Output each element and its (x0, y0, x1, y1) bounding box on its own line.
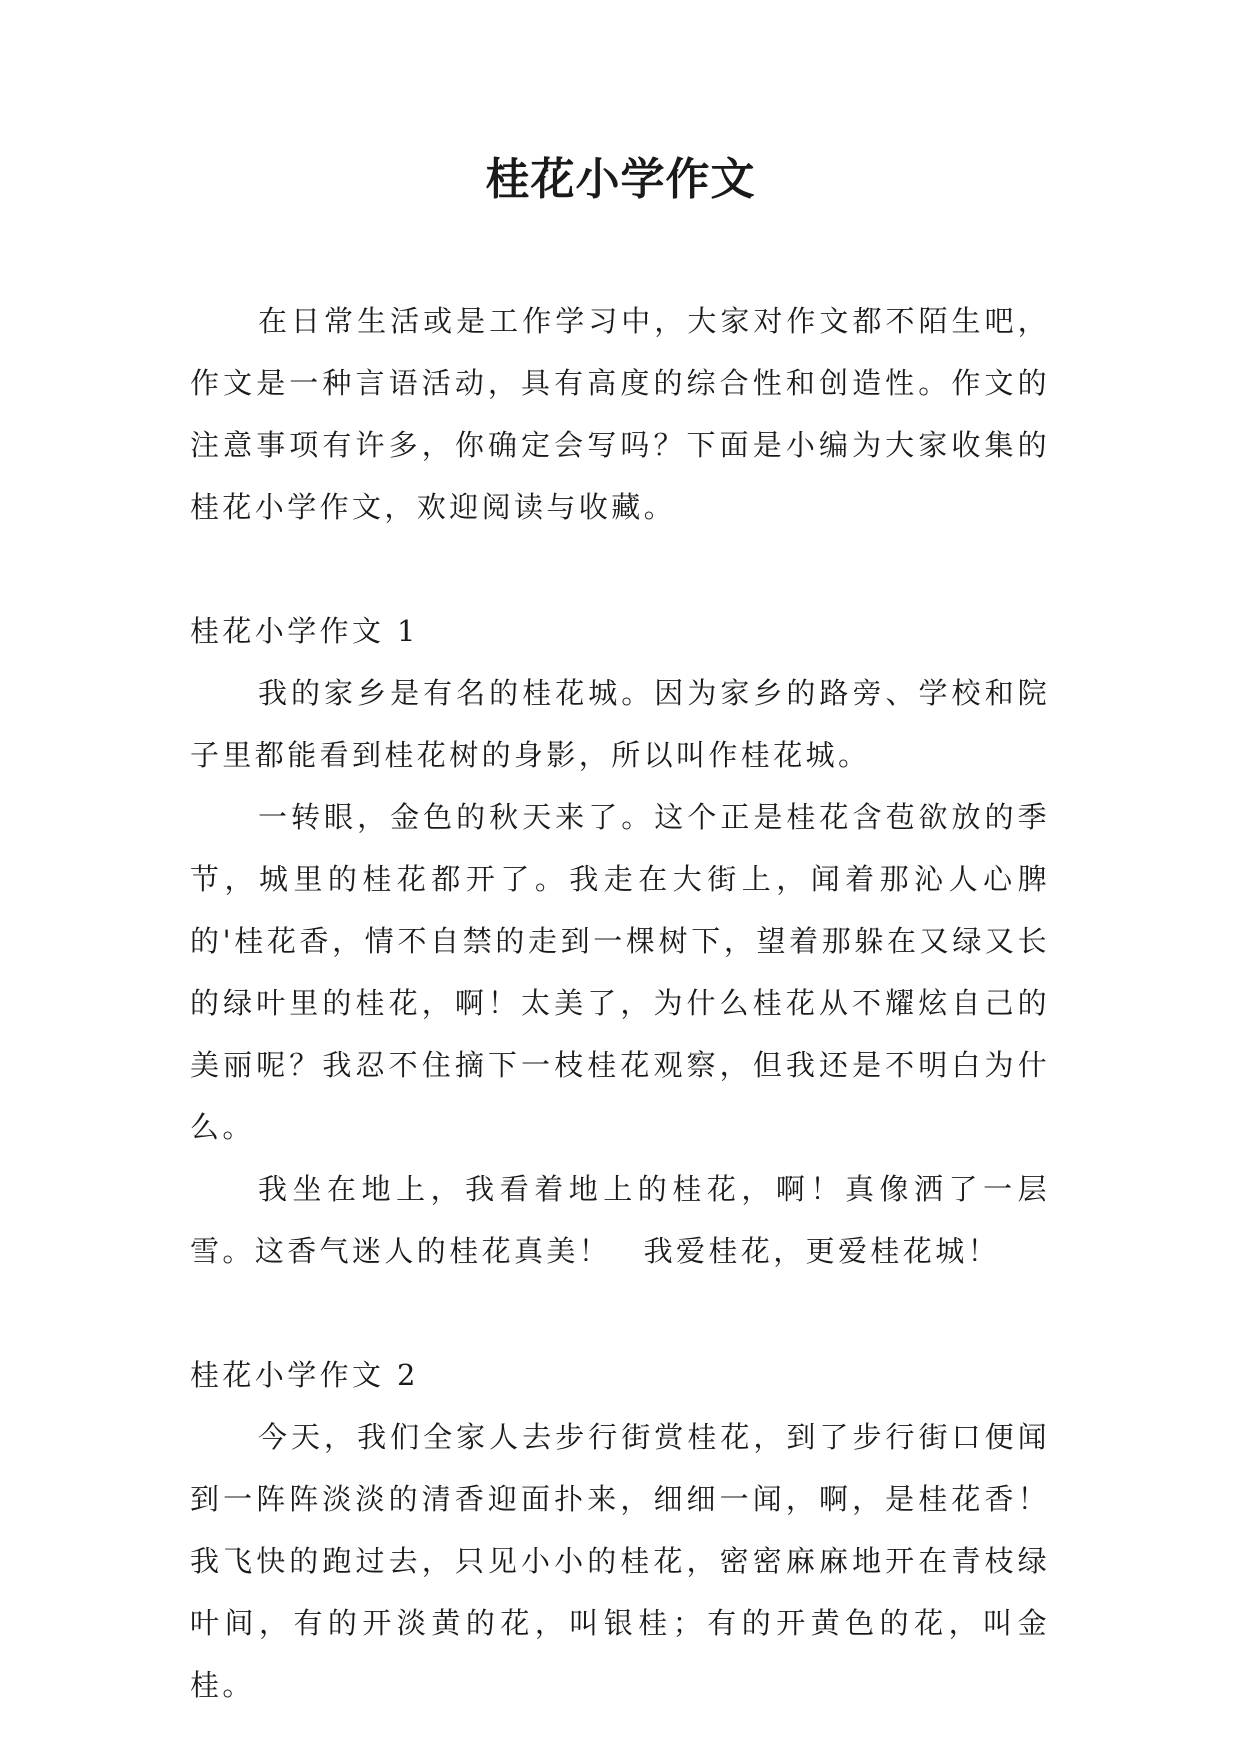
section-1-paragraph-2: 一转眼，金色的秋天来了。这个正是桂花含苞欲放的季节，城里的桂花都开了。我走在大街上，闻着那沁人心脾的'桂花香，情不自禁的走到一棵树下，望着那躲在又绿又长的绿叶里的桂花，啊！太美了，为什么桂花从不耀炫自己的美丽呢？我忍不住摘下一枝桂花观察，但我还是不明白为什么。 (190, 800, 1050, 1144)
section-1-paragraph-3: 我坐在地上，我看着地上的桂花，啊！真像洒了一层雪。这香气迷人的桂花真美！ 我爱桂花，更爱桂花城！ (190, 1172, 1050, 1268)
document-title: 桂花小学作文 (485, 154, 756, 205)
section-heading-1: 桂花小学作文 1 (190, 614, 419, 648)
section-2-paragraph-1: 今天，我们全家人去步行街赏桂花，到了步行街口便闻到一阵阵淡淡的清香迎面扑来，细细一闻，啊，是桂花香！我飞快的跑过去，只见小小的桂花，密密麻麻地开在青枝绿叶间，有的开淡黄的花，叫银桂；有的开黄色的花，叫金桂。 (190, 1420, 1050, 1702)
section-heading-2: 桂花小学作文 2 (190, 1358, 419, 1392)
intro-paragraph: 在日常生活或是工作学习中，大家对作文都不陌生吧，作文是一种言语活动，具有高度的综合性和创造性。作文的注意事项有许多，你确定会写吗？下面是小编为大家收集的桂花小学作文，欢迎阅读与收藏。 (190, 304, 1050, 524)
document-body (190, 290, 1050, 1716)
section-1-paragraph-1: 我的家乡是有名的桂花城。因为家乡的路旁、学校和院子里都能看到桂花树的身影，所以叫作桂花城。 (190, 676, 1050, 772)
